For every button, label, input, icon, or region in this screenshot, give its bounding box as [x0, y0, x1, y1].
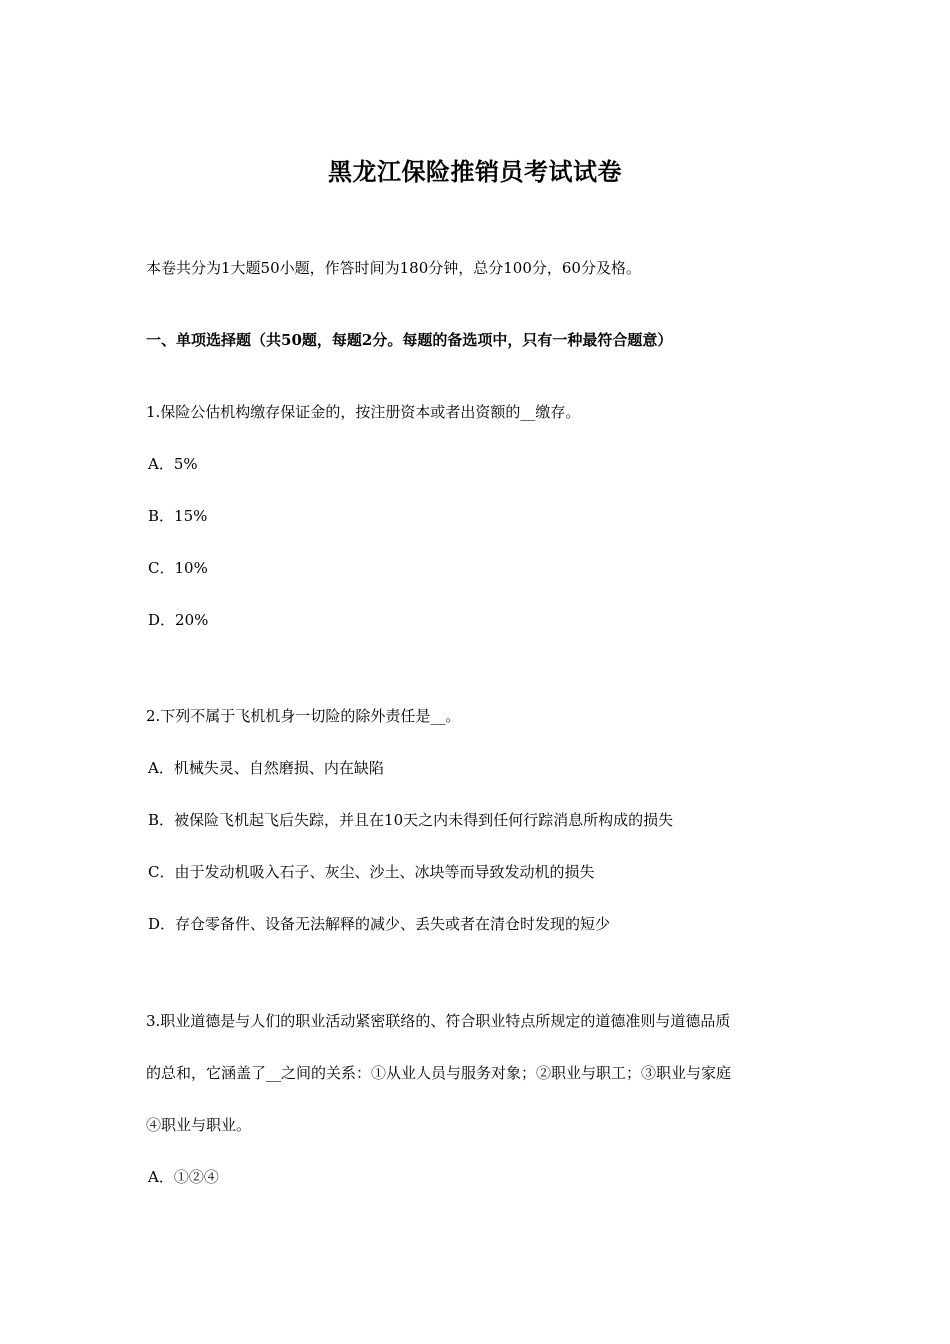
exam-intro: 本卷共分为1大题50小题，作答时间为180分钟，总分100分，60分及格。: [146, 259, 641, 277]
question-1-option-c: C．10%: [148, 559, 208, 577]
question-1-option-b: B．15%: [148, 507, 208, 525]
question-2-option-c: C．由于发动机吸入石子、灰尘、沙土、冰块等而导致发动机的损失: [148, 863, 595, 881]
question-1-option-a: A．5%: [148, 455, 198, 473]
question-2-stem: 2.下列不属于飞机机身一切险的除外责任是__。: [146, 707, 461, 725]
question-3-stem-line-1: 3.职业道德是与人们的职业活动紧密联络的、符合职业特点所规定的道德准则与道德品质: [146, 1012, 731, 1030]
question-3-stem-line-2: 的总和，它涵盖了__之间的关系：①从业人员与服务对象；②职业与职工；③职业与家庭: [146, 1064, 732, 1082]
question-1-stem: 1.保险公估机构缴存保证金的，按注册资本或者出资额的__缴存。: [146, 403, 581, 421]
question-2-option-a: A．机械失灵、自然磨损、内在缺陷: [148, 759, 384, 777]
question-3-stem-line-3: ④职业与职业。: [146, 1116, 252, 1134]
question-2-option-b: B．被保险飞机起飞后失踪，并且在10天之内未得到任何行踪消息所构成的损失: [148, 811, 674, 829]
document-title: 黑龙江保险推销员考试试卷: [328, 157, 622, 186]
question-1-option-d: D．20%: [148, 611, 209, 629]
question-3-option-a: A．①②④: [148, 1168, 219, 1186]
question-2-option-d: D．存仓零备件、设备无法解释的减少、丢失或者在清仓时发现的短少: [148, 915, 611, 933]
section-heading: 一、单项选择题（共50题，每题2分。每题的备选项中，只有一种最符合题意）: [146, 331, 673, 349]
